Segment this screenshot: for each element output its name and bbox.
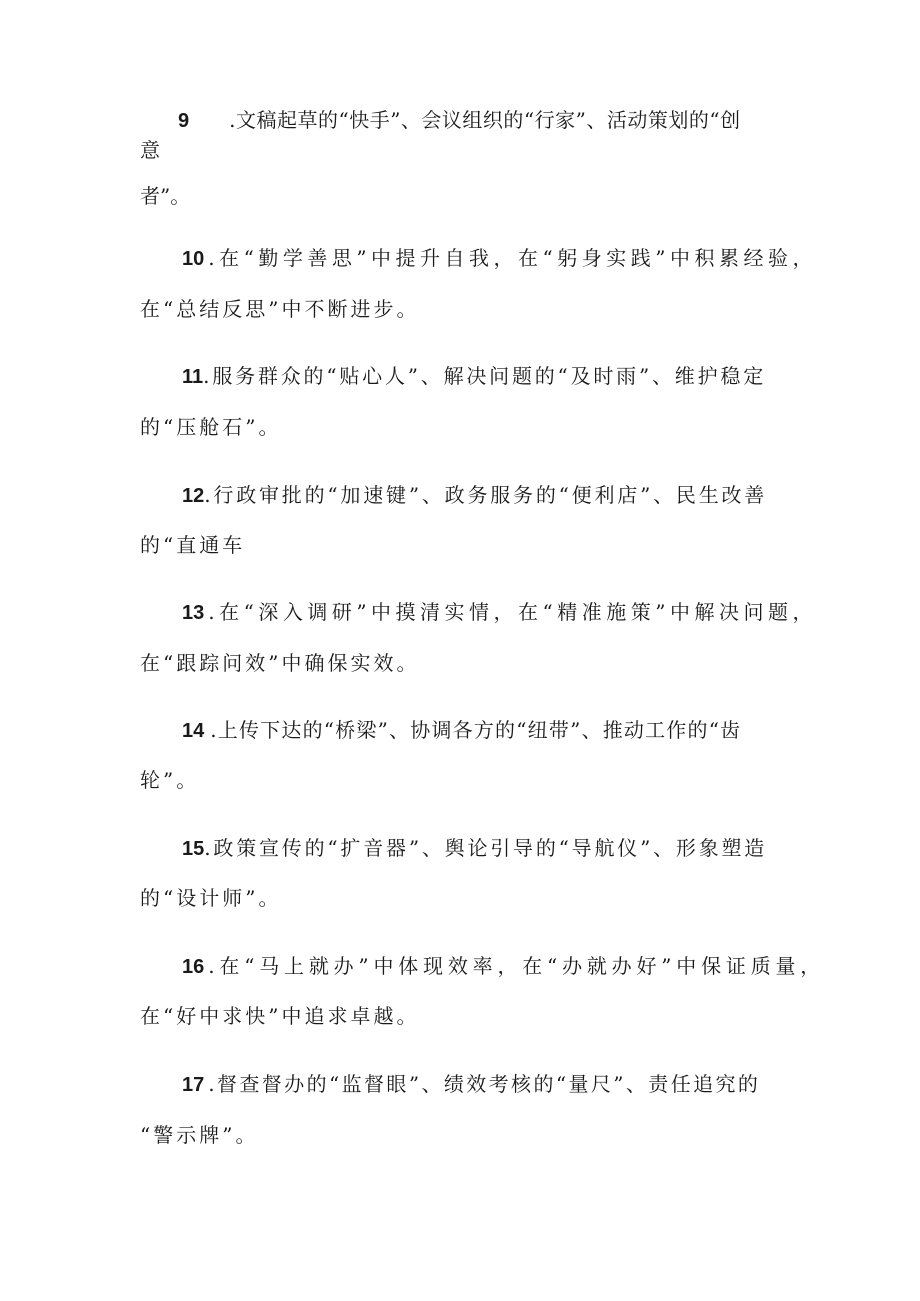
item-number: 14 xyxy=(182,720,205,742)
item-text: .在“勤学善思”中提升自我，在“躬身实践”中积累经验， xyxy=(208,246,818,270)
item-text: .政策宣传的“扩音器”、舆论引导的“导航仪”、形象塑造 xyxy=(204,836,768,860)
item-15-line-1 xyxy=(182,835,767,862)
item-text: .文稿起草的“快手”、会议组织的“行家”、活动策划的“创 xyxy=(229,108,741,132)
item-text: 意 xyxy=(140,138,160,162)
item-16-line-2 xyxy=(140,1003,419,1029)
item-10-line-1 xyxy=(182,245,817,272)
item-number: 10 xyxy=(182,248,205,270)
item-number: 13 xyxy=(182,602,205,624)
item-text: 的“压舱石”。 xyxy=(140,415,282,439)
item-text: 的“直通车 xyxy=(140,533,246,557)
item-text: “警示牌”。 xyxy=(140,1123,259,1147)
item-11-line-2 xyxy=(140,414,281,440)
item-text: .上传下达的“桥梁”、协调各方的“纽带”、推动工作的“齿 xyxy=(210,718,742,742)
item-13-line-1 xyxy=(182,599,817,626)
item-14-line-1 xyxy=(182,717,741,744)
item-number: 16 xyxy=(182,956,205,978)
item-text: 在“跟踪问效”中确保实效。 xyxy=(140,651,420,675)
item-number: 12 xyxy=(182,485,205,507)
item-number: 17 xyxy=(182,1074,205,1096)
item-9-line-2 xyxy=(140,137,160,163)
item-text: .督查督办的“监督眼”、绩效考核的“量尺”、责任追究的 xyxy=(208,1072,761,1096)
item-text: 者”。 xyxy=(140,184,191,208)
item-text: 在“总结反思”中不断进步。 xyxy=(140,297,420,321)
item-14-line-2 xyxy=(140,767,199,793)
item-9-line-3 xyxy=(140,183,190,209)
item-13-line-2 xyxy=(140,650,419,676)
item-text: 在“好中求快”中追求卓越。 xyxy=(140,1004,420,1028)
item-15-line-2 xyxy=(140,885,281,911)
item-text: .在“深入调研”中摸清实情，在“精准施策”中解决问题， xyxy=(208,600,818,624)
item-text: .在“马上就办”中体现效率，在“办就办好”中保证质量， xyxy=(208,954,826,978)
item-17-line-1 xyxy=(182,1071,760,1098)
item-12-line-1 xyxy=(182,482,767,509)
item-number: 15 xyxy=(182,838,205,860)
item-text: 轮”。 xyxy=(140,768,200,792)
item-12-line-2 xyxy=(140,532,245,558)
item-10-line-2 xyxy=(140,296,419,322)
item-text: .行政审批的“加速键”、政务服务的“便利店”、民生改善 xyxy=(204,483,768,507)
item-9-line-1 xyxy=(178,107,741,134)
item-11-line-1 xyxy=(182,363,766,390)
item-17-line-2 xyxy=(140,1122,258,1148)
item-text: .服务群众的“贴心人”、解决问题的“及时雨”、维护稳定 xyxy=(203,364,767,388)
item-number: 11 xyxy=(182,366,204,388)
item-number: 9 xyxy=(178,110,190,132)
item-16-line-1 xyxy=(182,953,825,980)
item-text: 的“设计师”。 xyxy=(140,886,282,910)
